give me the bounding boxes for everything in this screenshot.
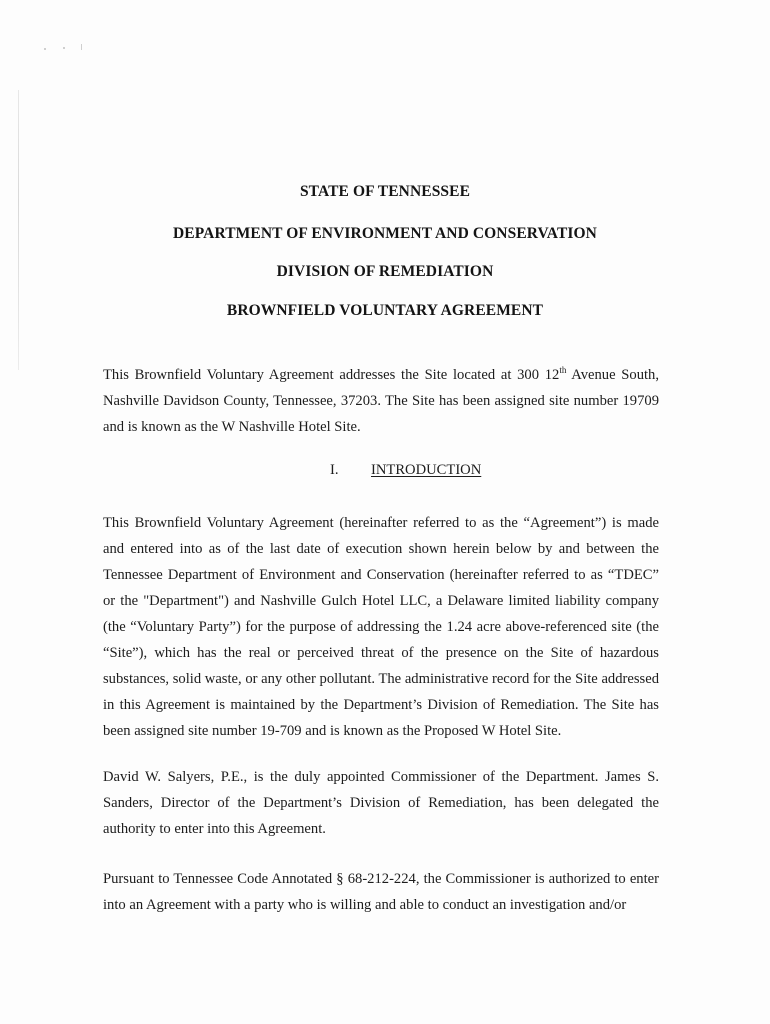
scan-speck xyxy=(44,48,46,50)
intro-text-end: Avenue South, Nashville Davidson County, Tennessee, 37203. The Site has been assigned site number 19709 and is known as the W Nashville Hotel Site. xyxy=(103,367,659,435)
heading-department: DEPARTMENT OF ENVIRONMENT AND CONSERVATION xyxy=(173,225,597,242)
section-number: I. xyxy=(330,462,339,478)
intro-text-start: This Brownfield Voluntary Agreement addresses the Site located at 300 12 xyxy=(103,367,560,383)
paragraph-agreement-parties: This Brownfield Voluntary Agreement (hereinafter referred to as the “Agreement”) is made and entered into as of the last date of execution shown herein below by and between the Tennessee Department of Environment and Conservation (hereinafter referred to as “TDEC” or the "Department") and Nashville Gulch Hotel LLC, a Delaware limited liability company (the “Voluntary Party”) for the purpose of addressing the 1.24 acre above-referenced site (the “Site”), which has the real or perceived threat of the presence on the Site of hazardous substances, solid waste, or any other pollutant. The administrative record for the Site addressed in this Agreement is maintained by the Department’s Division of Remediation. The Site has been assigned site number 19-709 and is known as the Proposed W Hotel Site. xyxy=(103,515,659,739)
heading-state: STATE OF TENNESSEE xyxy=(299,183,471,200)
section-title: INTRODUCTION xyxy=(371,462,482,478)
ordinal-suffix: th xyxy=(559,365,567,376)
heading-agreement: BROWNFIELD VOLUNTARY AGREEMENT xyxy=(226,302,544,319)
paragraph-commissioner: David W. Salyers, P.E., is the duly appointed Commissioner of the Department. James S. Sanders, Director of the Department’s Division of Remediation, has been delegated the authority to enter into this Agreement. xyxy=(103,769,659,837)
scan-speck xyxy=(81,44,82,50)
paragraph-statute: Pursuant to Tennessee Code Annotated § 68-212-224, the Commissioner is authorized to enter into an Agreement with a party who is willing and able to conduct an investigation and/or xyxy=(103,871,659,913)
intro-paragraph xyxy=(103,362,659,440)
scan-speck xyxy=(63,47,65,49)
heading-division: DIVISION OF REMEDIATION xyxy=(276,263,494,280)
